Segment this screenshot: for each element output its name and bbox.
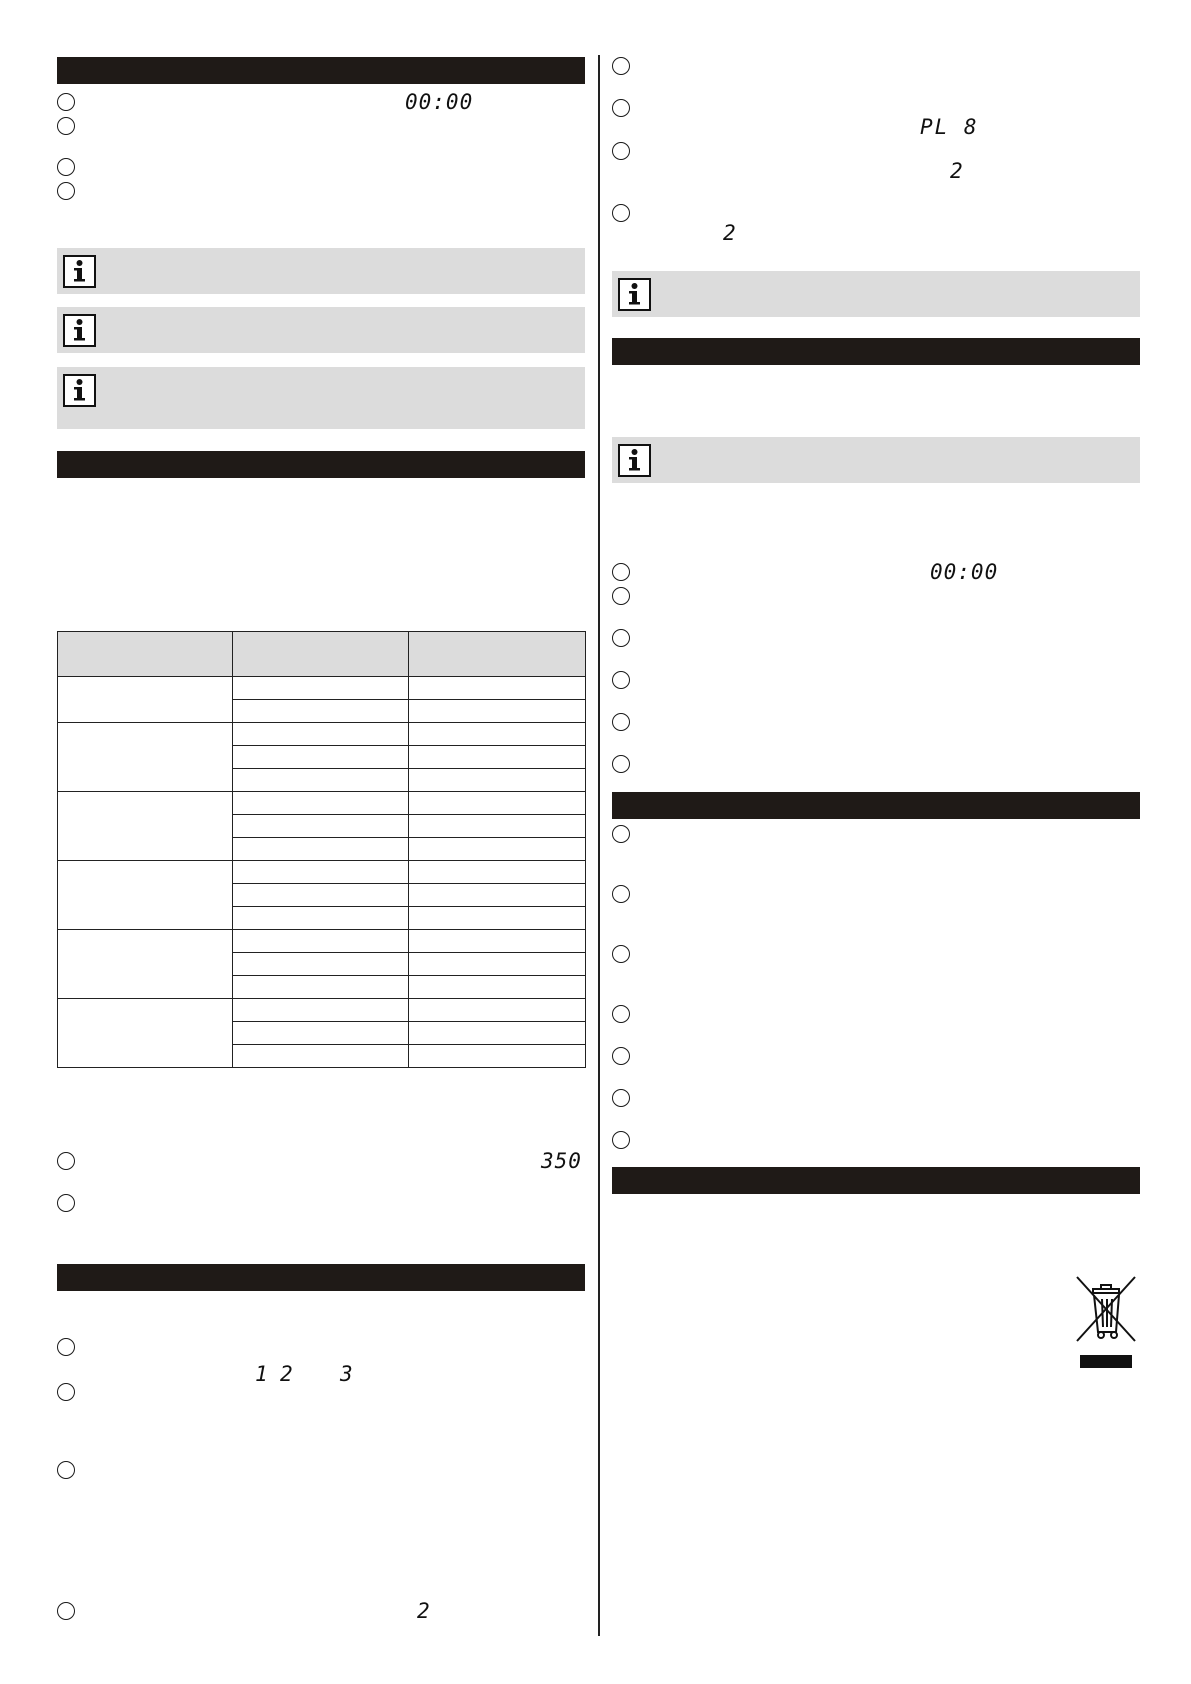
table-cell — [409, 861, 586, 884]
table-cell — [409, 976, 586, 999]
table-row — [58, 792, 586, 815]
step-circle-icon — [612, 204, 630, 222]
info-note — [612, 271, 1140, 317]
table-cell — [409, 792, 586, 815]
step-circle-icon — [57, 117, 75, 135]
info-note — [57, 307, 585, 353]
table-cell — [233, 769, 409, 792]
table-header-cell — [233, 632, 409, 677]
section-header-bar — [57, 451, 585, 478]
step-circle-icon — [612, 1047, 630, 1065]
table-cell — [233, 999, 409, 1022]
step-circle-icon — [612, 587, 630, 605]
table-cell — [233, 953, 409, 976]
lcd-display-power: 350 — [541, 1149, 582, 1173]
table-row — [58, 930, 586, 953]
table-header-row — [58, 632, 586, 677]
step-circle-icon — [612, 713, 630, 731]
table-cell — [409, 723, 586, 746]
crossed-out-wheelie-bin-icon — [1075, 1275, 1137, 1370]
table-cell — [233, 838, 409, 861]
step-circle-icon — [612, 755, 630, 773]
section-header-bar — [57, 1264, 585, 1291]
info-note — [612, 437, 1140, 483]
table-cell — [233, 884, 409, 907]
step-circle-icon — [612, 99, 630, 117]
step-circle-icon — [57, 1602, 75, 1620]
info-icon — [63, 314, 96, 347]
table-cell — [409, 1022, 586, 1045]
step-circle-icon — [612, 142, 630, 160]
section-header-bar — [612, 1167, 1140, 1194]
step-circle-icon — [612, 629, 630, 647]
table-cell — [409, 930, 586, 953]
step-circle-icon — [57, 182, 75, 200]
lcd-display-level: 2 — [417, 1599, 431, 1623]
lcd-display-level: 2 — [950, 159, 964, 183]
column-divider — [598, 55, 600, 1636]
lcd-display-level: 2 — [723, 221, 737, 245]
table-cell — [409, 1045, 586, 1068]
step-circle-icon — [612, 1089, 630, 1107]
table-cell — [233, 723, 409, 746]
table-header-cell — [58, 632, 233, 677]
info-note — [57, 367, 585, 429]
info-icon — [63, 374, 96, 407]
table-cell — [409, 953, 586, 976]
step-circle-icon — [612, 1131, 630, 1149]
table-cell — [233, 1022, 409, 1045]
table-group-cell — [58, 999, 233, 1068]
table-cell — [233, 700, 409, 723]
table-cell — [233, 930, 409, 953]
table-cell — [409, 815, 586, 838]
lcd-display-preset-2: 2 — [280, 1362, 294, 1386]
step-circle-icon — [57, 158, 75, 176]
table-cell — [409, 746, 586, 769]
table-group-cell — [58, 792, 233, 861]
step-circle-icon — [57, 1383, 75, 1401]
info-icon — [618, 278, 651, 311]
table-cell — [233, 746, 409, 769]
step-circle-icon — [57, 1152, 75, 1170]
table-cell — [409, 677, 586, 700]
step-circle-icon — [57, 1194, 75, 1212]
step-circle-icon — [612, 945, 630, 963]
step-circle-icon — [57, 1338, 75, 1356]
lcd-display-pl: PL 8 — [920, 115, 979, 139]
step-circle-icon — [612, 57, 630, 75]
table-cell — [233, 815, 409, 838]
table-row — [58, 999, 586, 1022]
step-circle-icon — [612, 563, 630, 581]
table-cell — [233, 861, 409, 884]
table-cell — [409, 838, 586, 861]
table-cell — [409, 999, 586, 1022]
table-cell — [409, 884, 586, 907]
info-icon — [618, 444, 651, 477]
step-circle-icon — [612, 1005, 630, 1023]
table-cell — [409, 700, 586, 723]
lcd-display-preset-1: 1 — [255, 1362, 269, 1386]
lcd-display-clock: 00:00 — [930, 560, 999, 584]
table-cell — [233, 792, 409, 815]
step-circle-icon — [612, 885, 630, 903]
table-cell — [233, 976, 409, 999]
table-row — [58, 861, 586, 884]
lcd-display-preset-3: 3 — [340, 1362, 354, 1386]
step-circle-icon — [612, 825, 630, 843]
step-circle-icon — [612, 671, 630, 689]
table-cell — [409, 907, 586, 930]
step-circle-icon — [57, 93, 75, 111]
table-group-cell — [58, 723, 233, 792]
info-icon — [63, 255, 96, 288]
table-group-cell — [58, 930, 233, 999]
power-level-table — [57, 631, 586, 1068]
table-row — [58, 677, 586, 700]
table-group-cell — [58, 861, 233, 930]
step-circle-icon — [57, 1461, 75, 1479]
table-header-cell — [409, 632, 586, 677]
table-cell — [233, 1045, 409, 1068]
section-header-bar — [57, 57, 585, 84]
info-note — [57, 248, 585, 294]
table-cell — [233, 907, 409, 930]
table-row — [58, 723, 586, 746]
table-group-cell — [58, 677, 233, 723]
table-cell — [233, 677, 409, 700]
table-cell — [409, 769, 586, 792]
section-header-bar — [612, 792, 1140, 819]
section-header-bar — [612, 338, 1140, 365]
lcd-display-clock: 00:00 — [405, 90, 474, 114]
